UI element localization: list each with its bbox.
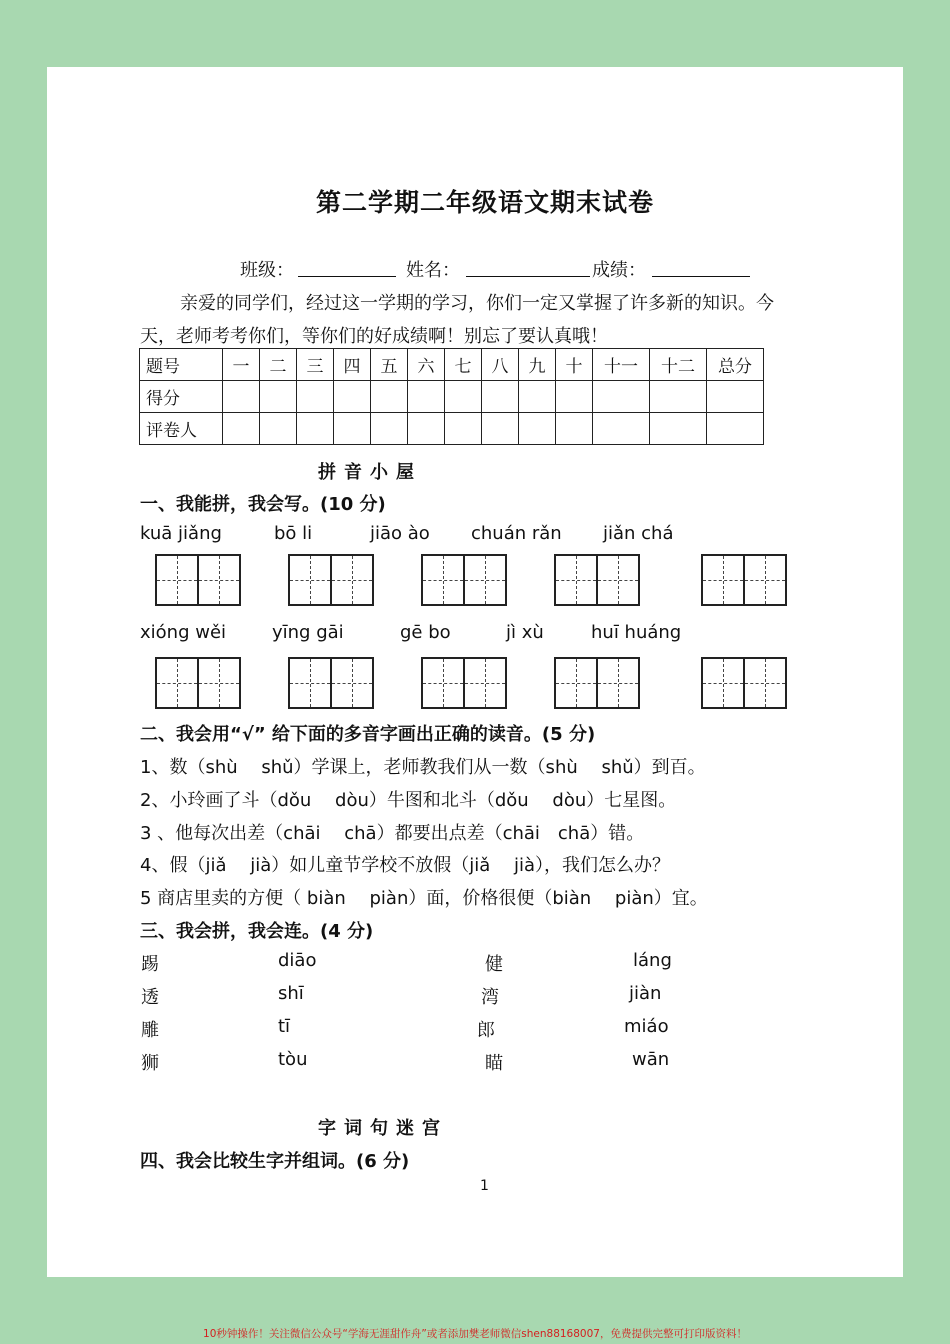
table-header-cell: 九 [519, 349, 556, 381]
writing-grid[interactable] [155, 554, 241, 606]
match-pinyin: miáo [624, 1016, 669, 1037]
score-cell[interactable] [593, 381, 650, 413]
row-label: 评卷人 [140, 413, 223, 445]
score-cell[interactable] [334, 381, 371, 413]
pinyin-word: bō li [274, 523, 313, 544]
question-2-line: 1、数（shù shǔ）学课上，老师教我们从一数（shù shǔ）到百。 [140, 757, 706, 778]
page-title: 第二学期二年级语文期末试卷 [315, 188, 654, 217]
score-cell[interactable] [297, 381, 334, 413]
pinyin-word: gē bo [400, 622, 451, 643]
grader-cell[interactable] [408, 413, 445, 445]
match-pinyin: tī [278, 1016, 291, 1037]
match-character: 雕 [141, 1020, 159, 1041]
table-header-cell: 七 [445, 349, 482, 381]
grader-cell[interactable] [556, 413, 593, 445]
match-character: 湾 [481, 987, 499, 1008]
grader-cell[interactable] [371, 413, 408, 445]
pinyin-word: xióng wěi [140, 622, 227, 643]
question-2-line: 4、假（jiǎ jià）如儿童节学校不放假（jiǎ jià），我们怎么办？ [140, 855, 671, 876]
question-2-line: 2、小玲画了斗（dǒu dòu）牛图和北斗（dǒu dòu）七星图。 [140, 790, 677, 811]
name-blank [466, 259, 590, 277]
table-header-cell: 十二 [650, 349, 707, 381]
score-cell[interactable] [445, 381, 482, 413]
writing-grid[interactable] [701, 657, 787, 709]
question-3-heading: 三、我会拼，我会连。(4 分) [140, 921, 374, 942]
writing-grid[interactable] [288, 657, 374, 709]
match-character: 踢 [141, 954, 159, 975]
score-cell[interactable] [260, 381, 297, 413]
question-1-heading: 一、我能拼，我会写。(10 分) [140, 494, 386, 515]
score-cell[interactable] [707, 381, 764, 413]
match-pinyin: tòu [278, 1049, 308, 1070]
grader-row [140, 413, 764, 445]
match-character: 健 [485, 954, 503, 975]
match-pinyin: diāo [278, 950, 317, 971]
writing-grid[interactable] [554, 657, 640, 709]
score-cell[interactable] [519, 381, 556, 413]
score-cell[interactable] [650, 381, 707, 413]
score-cell[interactable] [408, 381, 445, 413]
grader-cell[interactable] [482, 413, 519, 445]
score-table-header-row [140, 349, 764, 381]
table-header-cell: 十一 [593, 349, 650, 381]
footer-promo: 10秒钟操作！关注微信公众号“学海无涯甜作舟”或者添加樊老师微信shen88168007，免费提供完整可打印版资料！ [203, 1328, 747, 1340]
table-header-cell: 三 [297, 349, 334, 381]
score-row [140, 381, 764, 413]
grader-cell[interactable] [593, 413, 650, 445]
table-header-cell: 二 [260, 349, 297, 381]
table-header-cell: 总分 [707, 349, 764, 381]
table-header-cell: 六 [408, 349, 445, 381]
page-number: 1 [480, 1178, 489, 1194]
pinyin-word: kuā jiǎng [140, 523, 222, 544]
score-cell[interactable] [482, 381, 519, 413]
table-header-cell: 八 [482, 349, 519, 381]
grader-cell[interactable] [223, 413, 260, 445]
pinyin-word: chuán rǎn [471, 523, 562, 544]
writing-grid[interactable] [421, 657, 507, 709]
table-header-cell: 题号 [140, 349, 223, 381]
grader-cell[interactable] [519, 413, 556, 445]
grader-cell[interactable] [650, 413, 707, 445]
match-pinyin: jiàn [629, 983, 662, 1004]
match-pinyin: láng [633, 950, 672, 971]
writing-grid[interactable] [421, 554, 507, 606]
class-blank [298, 259, 396, 277]
intro-line-2: 天，老师考考你们，等你们的好成绩啊！别忘了要认真哦！ [140, 326, 608, 347]
match-character: 郎 [477, 1020, 495, 1041]
grader-cell[interactable] [260, 413, 297, 445]
pinyin-word: yīng gāi [272, 622, 344, 643]
table-header-cell: 一 [223, 349, 260, 381]
section-title-words: 字词句迷宫 [318, 1118, 448, 1139]
pinyin-word: jiǎn chá [603, 523, 674, 544]
writing-grid[interactable] [288, 554, 374, 606]
score-table [139, 348, 764, 445]
match-character: 透 [141, 987, 159, 1008]
name-label: 姓名： [406, 260, 460, 281]
score-label: 成绩： [592, 260, 646, 281]
section-title-pinyin: 拼音小屋 [318, 462, 422, 483]
intro-line-1: 亲爱的同学们，经过这一学期的学习，你们一定又掌握了许多新的知识。今 [180, 293, 774, 314]
score-blank [652, 259, 750, 277]
score-cell[interactable] [371, 381, 408, 413]
match-character: 狮 [141, 1053, 159, 1074]
grader-cell[interactable] [707, 413, 764, 445]
writing-grid[interactable] [701, 554, 787, 606]
table-header-cell: 四 [334, 349, 371, 381]
question-4-heading: 四、我会比较生字并组词。(6 分) [140, 1151, 410, 1172]
score-cell[interactable] [223, 381, 260, 413]
question-2-line: 5 商店里卖的方便（ biàn piàn）面，价格很便（biàn piàn）宜。 [140, 888, 708, 909]
row-label: 得分 [140, 381, 223, 413]
table-header-cell: 五 [371, 349, 408, 381]
writing-grid[interactable] [554, 554, 640, 606]
grader-cell[interactable] [297, 413, 334, 445]
pinyin-word: jiāo ào [370, 523, 430, 544]
match-pinyin: wān [632, 1049, 670, 1070]
pinyin-word: huī huáng [591, 622, 682, 643]
score-cell[interactable] [556, 381, 593, 413]
table-header-cell: 十 [556, 349, 593, 381]
match-pinyin: shī [278, 983, 304, 1004]
pinyin-word: jì xù [506, 622, 544, 643]
class-label: 班级： [240, 260, 294, 281]
question-2-heading: 二、我会用“√” 给下面的多音字画出正确的读音。(5 分) [140, 724, 596, 745]
grader-cell[interactable] [334, 413, 371, 445]
question-2-line: 3 、他每次出差（chāi chā）都要出点差（chāi chā）错。 [140, 823, 645, 844]
grader-cell[interactable] [445, 413, 482, 445]
writing-grid[interactable] [155, 657, 241, 709]
match-character: 瞄 [485, 1053, 503, 1074]
